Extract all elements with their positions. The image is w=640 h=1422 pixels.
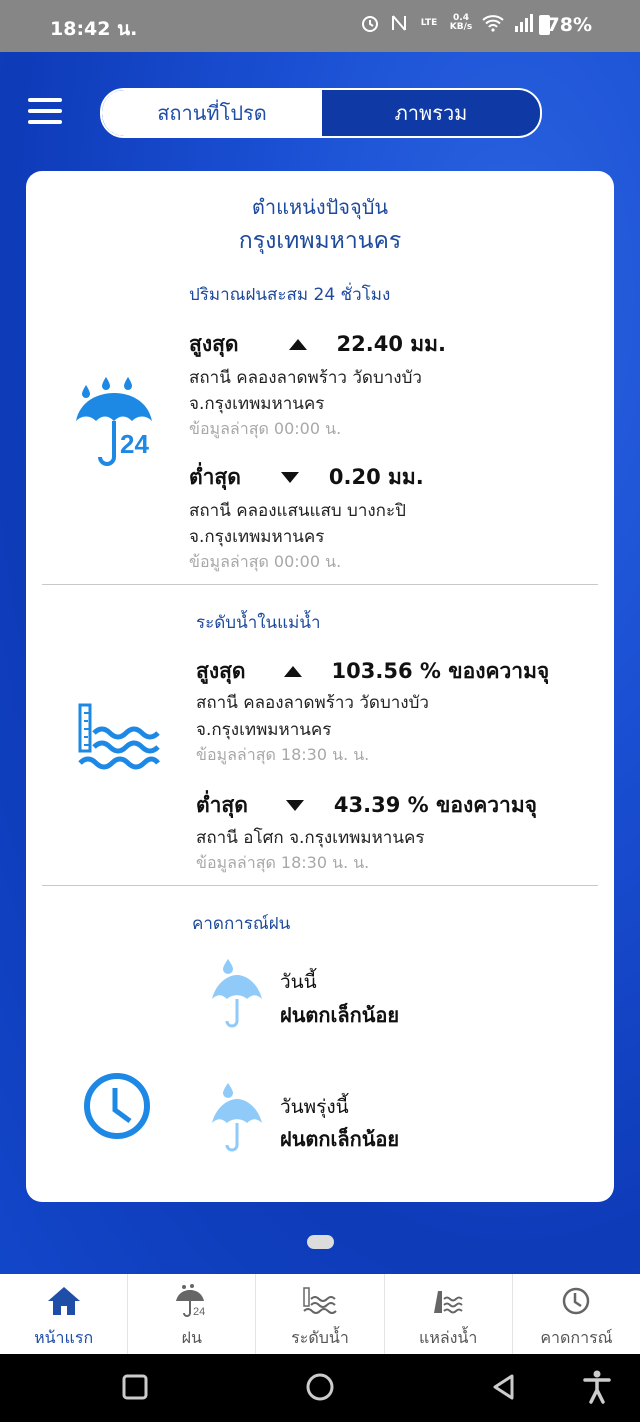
arrow-down-icon xyxy=(281,472,299,483)
status-icons xyxy=(360,12,534,34)
water-max-row xyxy=(196,655,549,688)
rainfall-title: ปริมาณฝนสะสม 24 ชั่วโมง xyxy=(189,285,391,305)
speed-indicator xyxy=(450,12,472,34)
umbrella-24h-icon xyxy=(72,371,162,477)
system-nav-bar xyxy=(0,1354,640,1422)
recent-apps-icon[interactable] xyxy=(122,1374,148,1400)
dam-icon xyxy=(430,1287,466,1315)
rainfall-max-station: สถานี คลองลาดพร้าว วัดบางบัว xyxy=(189,368,422,388)
arrow-up-icon xyxy=(284,666,302,677)
network-type: LTE xyxy=(420,17,438,28)
nav-water-level-label: ระดับน้ำ xyxy=(291,1328,349,1347)
divider xyxy=(42,584,598,585)
status-time: 18:42 น. xyxy=(50,18,138,40)
status-bar xyxy=(0,0,640,52)
umbrella-24h-icon xyxy=(174,1283,210,1319)
forecast-tomorrow-day: วันพรุ่งนี้ xyxy=(280,1096,349,1118)
nav-forecast-label: คาดการณ์ xyxy=(540,1328,613,1347)
rainfall-min-row xyxy=(189,461,424,494)
divider xyxy=(42,885,598,886)
water-max-label: สูงสุด xyxy=(196,659,246,683)
rainfall-max-value: 22.40 มม. xyxy=(336,332,446,356)
rainfall-min-province: จ.กรุงเทพมหานคร xyxy=(189,527,325,547)
nav-reservoir[interactable] xyxy=(385,1274,513,1354)
alarm-icon xyxy=(360,13,380,33)
volte-icon xyxy=(418,12,440,34)
svg-text:24: 24 xyxy=(120,429,149,459)
rainfall-min-station: สถานี คลองแสนแสบ บางกะปิ xyxy=(189,501,406,521)
forecast-tomorrow-condition: ฝนตกเล็กน้อย xyxy=(280,1127,400,1151)
forecast-today-day: วันนี้ xyxy=(280,971,317,993)
back-icon[interactable] xyxy=(490,1373,518,1401)
rainfall-min-updated: ข้อมูลล่าสุด 00:00 น. xyxy=(189,552,342,571)
water-max-value: 103.56 % ของความจุ xyxy=(331,659,550,683)
nav-home[interactable] xyxy=(0,1274,128,1354)
forecast-title: คาดการณ์ฝน xyxy=(192,914,291,934)
water-level-icon xyxy=(303,1287,337,1315)
water-min-value: 43.39 % ของความจุ xyxy=(333,793,537,817)
accessibility-icon[interactable] xyxy=(583,1370,611,1404)
summary-card xyxy=(26,171,614,1202)
rainfall-max-updated: ข้อมูลล่าสุด 00:00 น. xyxy=(189,419,342,438)
location-label: ตำแหน่งปัจจุบัน xyxy=(251,195,389,219)
nav-rain-label: ฝน xyxy=(181,1328,202,1347)
clock-icon xyxy=(561,1286,591,1316)
water-min-updated: ข้อมูลล่าสุด 18:30 น. น. xyxy=(196,853,370,872)
forecast-today-condition: ฝนตกเล็กน้อย xyxy=(280,1003,400,1027)
speed-value: 0.4 xyxy=(453,13,469,23)
tab-favorites[interactable]: สถานที่โปรด xyxy=(102,90,322,136)
nav-rain[interactable] xyxy=(128,1274,256,1354)
arrow-down-icon xyxy=(286,800,304,811)
bottom-nav xyxy=(0,1274,640,1354)
rainfall-max-label: สูงสุด xyxy=(189,332,239,356)
water-max-province: จ.กรุงเทพมหานคร xyxy=(196,720,332,740)
battery-level: 78% xyxy=(546,14,592,36)
hamburger-icon xyxy=(28,98,62,102)
water-max-updated: ข้อมูลล่าสุด 18:30 น. น. xyxy=(196,745,370,764)
hamburger-line xyxy=(28,109,62,113)
signal-icon xyxy=(514,14,534,32)
water-min-row xyxy=(196,789,537,822)
view-switcher xyxy=(100,88,542,138)
menu-button[interactable] xyxy=(28,98,62,126)
nav-water-level[interactable] xyxy=(256,1274,384,1354)
nav-forecast[interactable] xyxy=(513,1274,640,1354)
svg-text:24: 24 xyxy=(192,1306,206,1318)
home-icon xyxy=(46,1285,82,1317)
rainfall-min-value: 0.20 มม. xyxy=(328,465,424,489)
page-indicator[interactable] xyxy=(307,1235,334,1249)
nfc-icon xyxy=(390,13,408,33)
water-max-station: สถานี คลองลาดพร้าว วัดบางบัว xyxy=(196,693,429,713)
rainfall-max-row xyxy=(189,328,446,361)
nav-reservoir-label: แหล่งน้ำ xyxy=(419,1328,478,1347)
location-city: กรุงเทพมหานคร xyxy=(238,228,402,254)
home-button-icon[interactable] xyxy=(305,1372,335,1402)
umbrella-icon xyxy=(210,1081,264,1155)
wifi-icon xyxy=(482,14,504,32)
clock-icon xyxy=(82,1071,152,1141)
tab-overview[interactable]: ภาพรวม xyxy=(322,90,540,136)
rainfall-min-label: ต่ำสุด xyxy=(189,465,241,489)
arrow-up-icon xyxy=(289,339,307,350)
rainfall-max-province: จ.กรุงเทพมหานคร xyxy=(189,394,325,414)
speed-unit: KB/s xyxy=(449,22,473,32)
hamburger-line xyxy=(28,120,62,124)
water-level-icon xyxy=(78,703,160,773)
water-min-label: ต่ำสุด xyxy=(196,793,248,817)
water-min-station: สถานี อโศก จ.กรุงเทพมหานคร xyxy=(196,828,425,848)
umbrella-icon xyxy=(210,957,264,1031)
water-level-title: ระดับน้ำในแม่น้ำ xyxy=(196,613,321,633)
nav-home-label: หน้าแรก xyxy=(34,1328,94,1347)
